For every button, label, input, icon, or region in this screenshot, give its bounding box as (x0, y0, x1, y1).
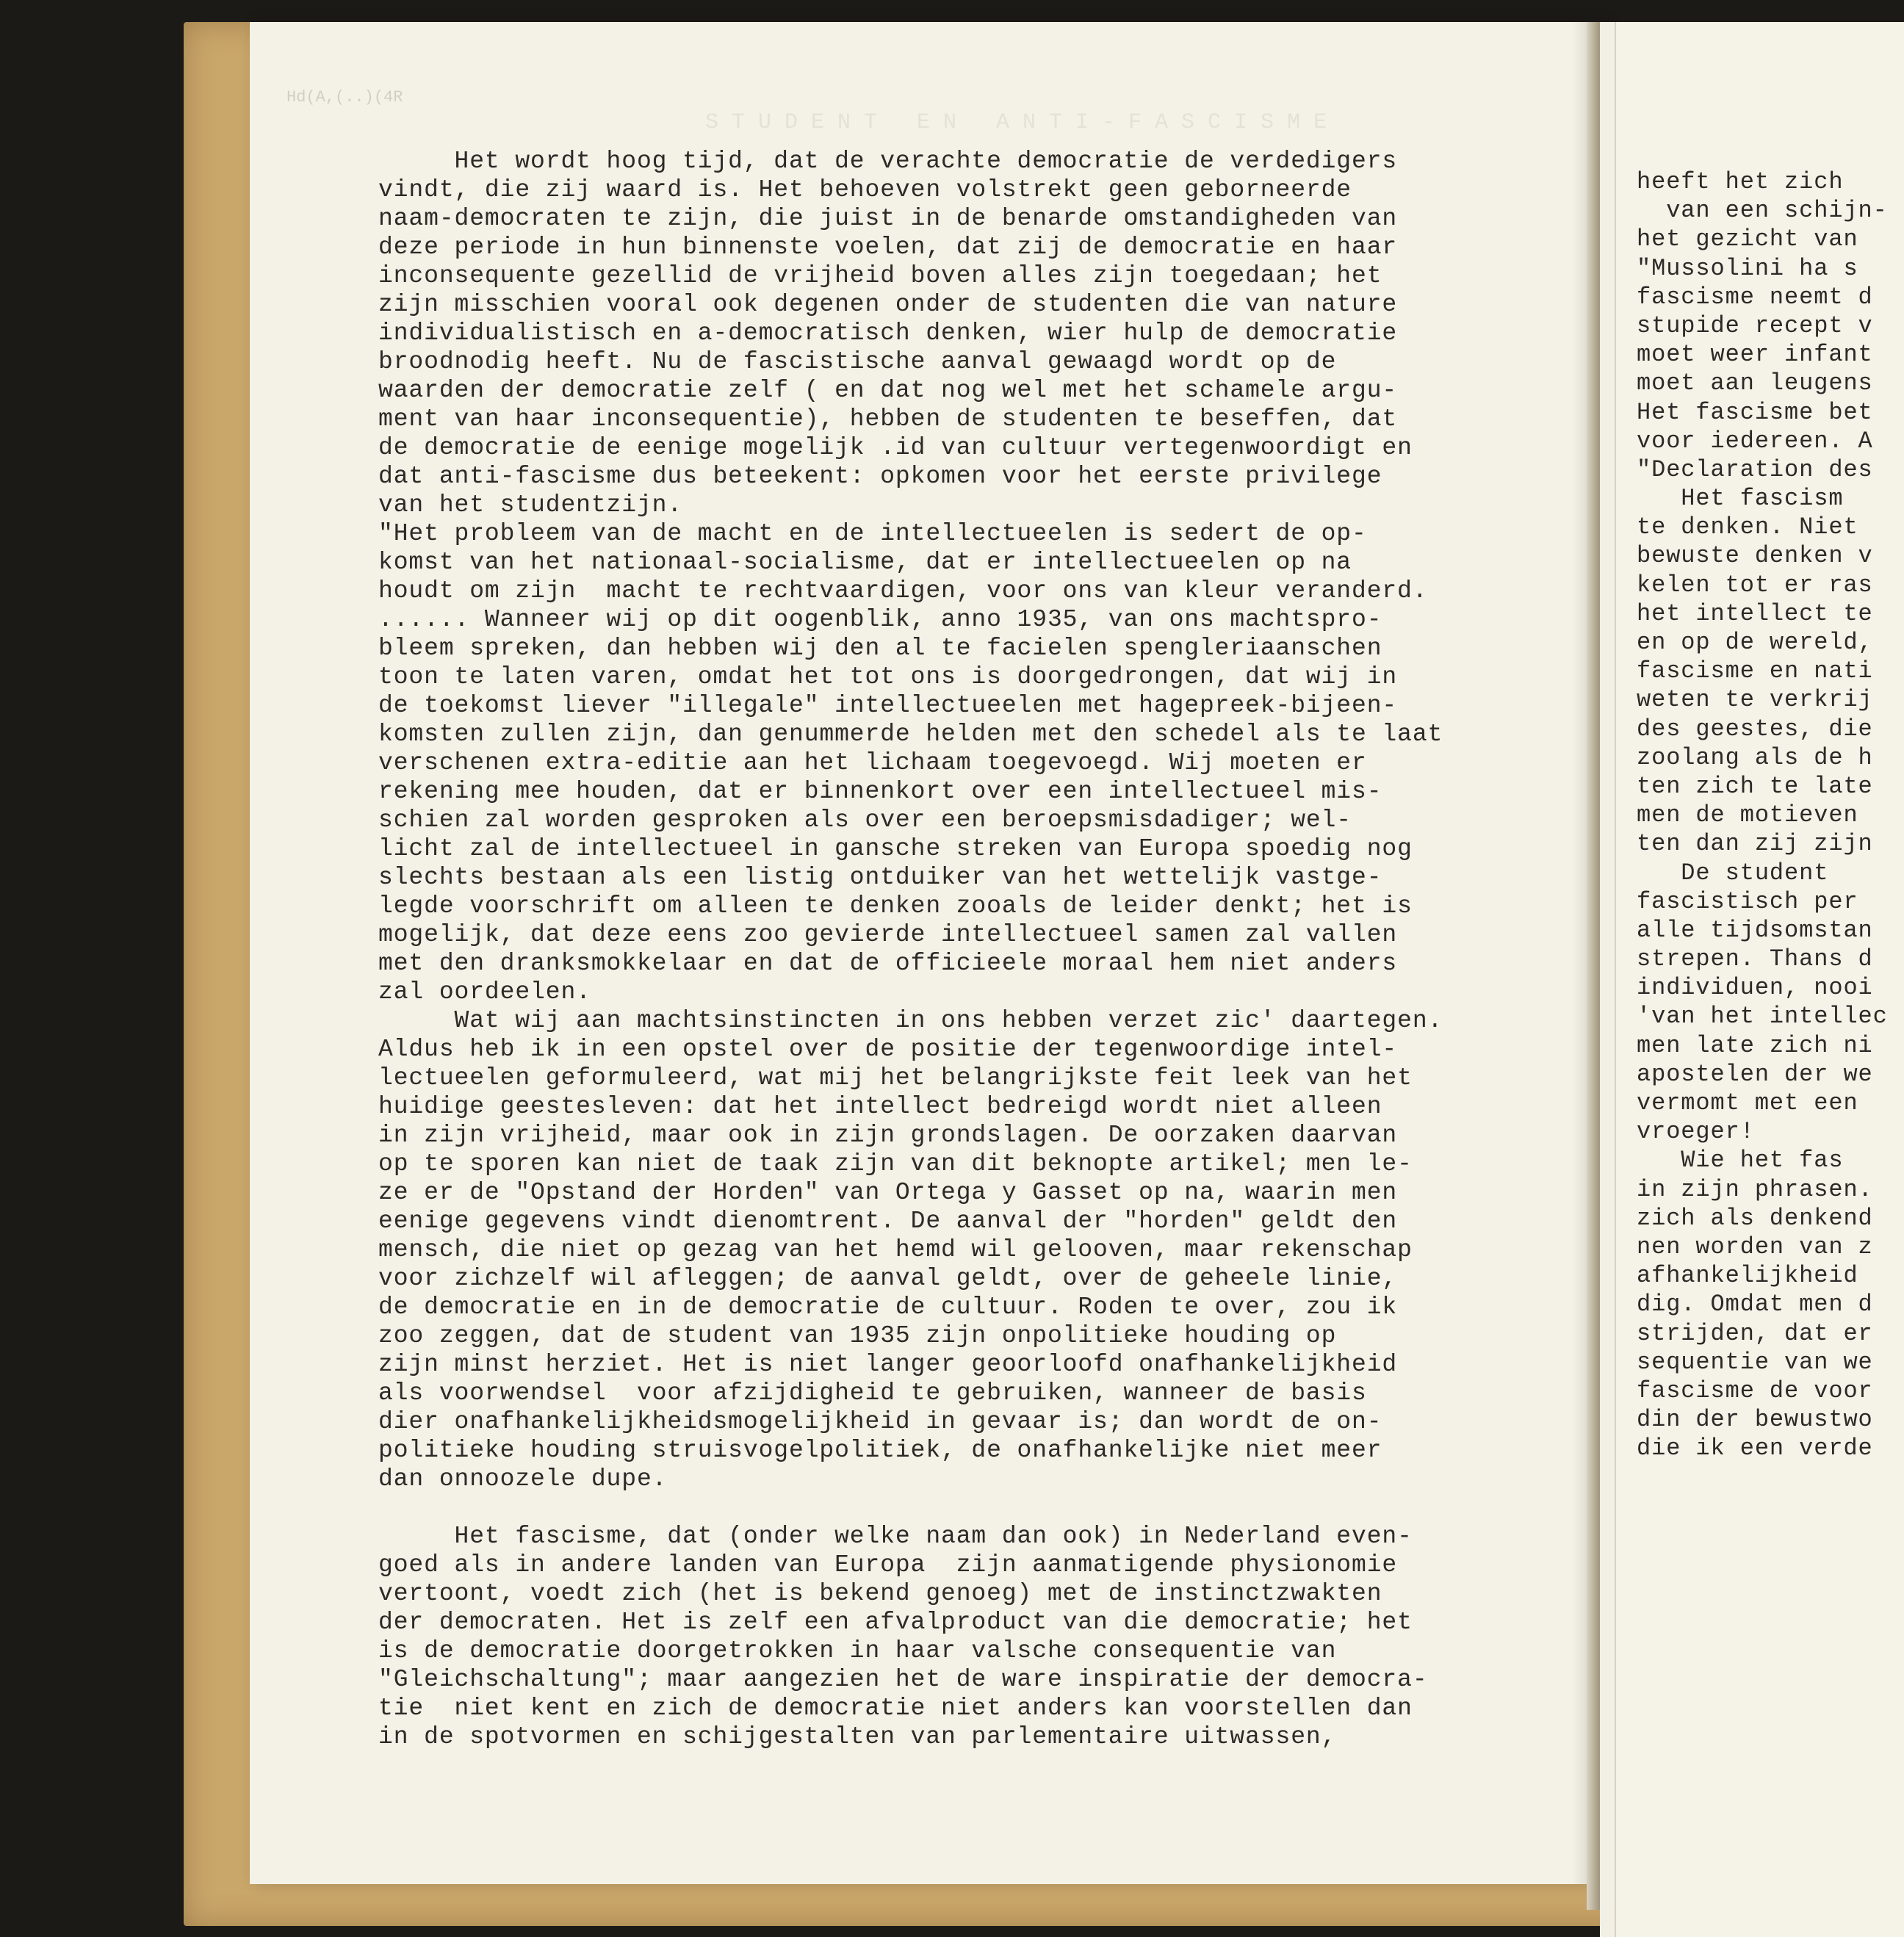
left-text-line: met den dranksmokkelaar en dat de officieele moraal hem niet anders (378, 950, 1398, 977)
right-text-line: "Mussolini ha s (1637, 254, 1858, 282)
left-text-line: komsten zullen zijn, dan genummerde helden met den schedel als te laat (378, 721, 1443, 748)
left-text-line: inconsequente gezellid de vrijheid boven alles zijn toegedaan; het (378, 262, 1382, 289)
left-text-line: licht zal de intellectueel in gansche streken van Europa spoedig nog (378, 835, 1413, 862)
right-text-line: en op de wereld, (1637, 629, 1873, 656)
left-text-line: toon te laten varen, omdat het tot ons is doorgedrongen, dat wij in (378, 663, 1398, 690)
left-text-line: Het wordt hoog tijd, dat de verachte democratie de verdedigers (378, 148, 1398, 175)
left-text-line: Wat wij aan machtsinstincten in ons hebben verzet zic' daartegen. (378, 1007, 1443, 1034)
left-text-line: ze er de "Opstand der Horden" van Ortega y Gasset op na, waarin men (378, 1179, 1398, 1206)
right-text-line: fascisme de voor (1637, 1377, 1873, 1404)
right-text-line: moet aan leugens (1637, 369, 1873, 397)
left-text-line: voor zichzelf wil afleggen; de aanval geldt, over de geheele linie, (378, 1265, 1398, 1292)
left-text-line: naam-democraten te zijn, die juist in de benarde omstandigheden van (378, 205, 1398, 232)
left-text-line: de democratie de eenige mogelijk .id van cultuur vertegenwoordigt en (378, 434, 1413, 461)
right-text-line: stupide recept v (1637, 311, 1873, 339)
left-text-line: Aldus heb ik in een opstel over de positie der tegenwoordige intel- (378, 1036, 1398, 1063)
left-text-line: waarden der democratie zelf ( en dat nog wel met het schamele argu- (378, 377, 1398, 404)
left-text-line: "Het probleem van de macht en de intellectueelen is sedert de op- (378, 520, 1367, 547)
right-text-line: De student (1637, 859, 1829, 887)
left-text-line: houdt om zijn macht te rechtvaardigen, voor ons van kleur veranderd. (378, 577, 1428, 605)
right-text-line: van een schijn- (1637, 197, 1888, 225)
left-text-line: deze periode in hun binnenste voelen, dat zij de democratie en haar (378, 234, 1398, 261)
left-text-line: mensch, die niet op gezag van het hemd wil gelooven, maar rekenschap (378, 1236, 1413, 1263)
right-text-line: strepen. Thans d (1637, 945, 1873, 973)
right-text-line: individuen, nooi (1637, 974, 1873, 1002)
right-text-line: sequentie van we (1637, 1348, 1873, 1376)
left-text-line (378, 1493, 1583, 1522)
left-text-line: huidige geestesleven: dat het intellect bedreigd wordt niet alleen (378, 1093, 1382, 1120)
left-text-line: lectueelen geformuleerd, wat mij het belangrijkste feit leek van het (378, 1064, 1413, 1092)
right-text-line: nen worden van z (1637, 1233, 1873, 1260)
left-text-line: schien zal worden gesproken als over een beroepsmisdadiger; wel- (378, 807, 1352, 834)
right-text-line: afhankelijkheid (1637, 1262, 1858, 1290)
right-text-line: die ik een verde (1637, 1435, 1873, 1462)
right-text-line: vroeger! (1637, 1118, 1755, 1146)
right-text-line: moet weer infant (1637, 341, 1873, 369)
right-text-line: het intellect te (1637, 599, 1873, 627)
left-text-line: slechts bestaan als een listig ontduiker van het wettelijk vastge- (378, 864, 1382, 891)
left-text-line: dan onnoozele dupe. (378, 1465, 668, 1493)
left-text-line: komst van het nationaal-socialisme, dat er intellectueelen op na (378, 549, 1352, 576)
left-text-line: de toekomst liever "illegale" intellectueelen met hagepreek-bijeen- (378, 692, 1398, 719)
right-text-line: heeft het zich (1637, 168, 1844, 195)
left-text-line: de democratie en in de democratie de cultuur. Roden te over, zou ik (378, 1294, 1398, 1321)
left-text-line: Het fascisme, dat (onder welke naam dan ook) in Nederland even- (378, 1523, 1413, 1550)
left-text-line: ...... Wanneer wij op dit oogenblik, anno 1935, van ons machtspro- (378, 606, 1382, 633)
right-text-line: kelen tot er ras (1637, 571, 1873, 599)
left-text-line: der democraten. Het is zelf een afvalproduct van die democratie; het (378, 1609, 1413, 1636)
right-text-line: men late zich ni (1637, 1031, 1873, 1059)
right-text-line: bewuste denken v (1637, 542, 1873, 570)
left-text-line: mogelijk, dat deze eens zoo gevierde intellectueel samen zal vallen (378, 921, 1398, 948)
left-text-line: verschenen extra-editie aan het lichaam toegevoegd. Wij moeten er (378, 749, 1367, 776)
left-text-line: op te sporen kan niet de taak zijn van dit beknopte artikel; men le- (378, 1150, 1413, 1177)
left-text-line: goed als in andere landen van Europa zijn aanmatigende physionomie (378, 1551, 1398, 1579)
left-text-line: vertoont, voedt zich (het is bekend genoeg) met de instinctzwakten (378, 1580, 1382, 1607)
right-text-line: het gezicht van (1637, 226, 1858, 253)
right-text-line: fascisme en nati (1637, 657, 1873, 685)
left-text-line: in de spotvormen en schijgestalten van parlementaire uitwassen, (378, 1723, 1337, 1750)
left-text-line: zal oordeelen. (378, 978, 591, 1006)
left-text-line: vindt, die zij waard is. Het behoeven volstrekt geen geborneerde (378, 176, 1352, 203)
right-text-line: fascistisch per (1637, 887, 1858, 915)
right-text-line: te denken. Niet (1637, 513, 1858, 541)
left-text-line: politieke houding struisvogelpolitiek, de onafhankelijke niet meer (378, 1437, 1382, 1464)
left-text-line: broodnodig heeft. Nu de fascistische aanval gewaagd wordt op de (378, 348, 1337, 375)
right-text-line: strijden, dat er (1637, 1319, 1873, 1347)
right-text-line: fascisme neemt d (1637, 283, 1873, 311)
right-text-line: in zijn phrasen. (1637, 1175, 1873, 1203)
left-text-line: van het studentzijn. (378, 491, 683, 519)
right-text-line: ten zich te late (1637, 772, 1873, 800)
left-text-line: zijn misschien vooral ook degenen onder de studenten die van nature (378, 291, 1398, 318)
right-text-line: Het fascisme bet (1637, 398, 1873, 426)
left-text-line: in zijn vrijheid, maar ook in zijn grondslagen. De oorzaken daarvan (378, 1122, 1398, 1149)
right-text-line: Wie het fas (1637, 1147, 1844, 1175)
right-text-line: zoolang als de h (1637, 743, 1873, 771)
faint-pencil-mark: Hd(A,(..)(4R (286, 88, 403, 107)
left-text-line: als voorwendsel voor afzijdigheid te gebruiken, wanneer de basis (378, 1379, 1367, 1407)
right-text-line: 'van het intellec (1637, 1003, 1888, 1031)
left-text-line: dier onafhankelijkheidsmogelijkheid in gevaar is; dan wordt de on- (378, 1408, 1382, 1435)
right-text-line: vermomt met een (1637, 1089, 1858, 1117)
left-text-line: bleem spreken, dan hebben wij den al te facielen spengleriaanschen (378, 635, 1382, 662)
left-text-line: tie niet kent en zich de democratie niet anders kan voorstellen dan (378, 1695, 1413, 1722)
right-text-line: men de motieven (1637, 801, 1858, 829)
right-text-line: voor iedereen. A (1637, 427, 1873, 455)
right-text-line: "Declaration des (1637, 455, 1873, 483)
left-text-line: eenige gegevens vindt dienomtrent. De aanval der "horden" geldt den (378, 1208, 1398, 1235)
right-text-line: Het fascism (1637, 485, 1844, 513)
left-text-line: zoo zeggen, dat de student van 1935 zijn onpolitieke houding op (378, 1322, 1337, 1349)
right-text-line: apostelen der we (1637, 1060, 1873, 1088)
right-text-line: ten dan zij zijn (1637, 830, 1873, 858)
left-text-line: legde voorschrift om alleen te denken zooals de leider denkt; het is (378, 892, 1413, 920)
faint-show-through-heading: STUDENT EN ANTI-FASCISME (705, 110, 1341, 135)
left-text-line: "Gleichschaltung"; maar aangezien het de ware inspiratie der democra- (378, 1666, 1428, 1693)
left-text-line: is de democratie doorgetrokken in haar valsche consequentie van (378, 1637, 1337, 1664)
right-text-line: alle tijdsomstan (1637, 916, 1873, 944)
right-page-typed-text (1637, 167, 1888, 1462)
right-text-line: weten te verkrij (1637, 686, 1873, 714)
left-text-line: zijn minst herziet. Het is niet langer geoorloofd onafhankelijkheid (378, 1351, 1398, 1378)
right-text-line: des geestes, die (1637, 715, 1873, 743)
left-text-line: rekening mee houden, dat er binnenkort over een intellectueel mis- (378, 778, 1382, 805)
left-text-line: individualistisch en a-democratisch denken, wier hulp de democratie (378, 320, 1398, 347)
left-text-line: dat anti-fascisme dus beteekent: opkomen voor het eerste privilege (378, 463, 1382, 490)
right-text-line: zich als denkend (1637, 1204, 1873, 1232)
right-text-line: dig. Omdat men d (1637, 1291, 1873, 1319)
right-text-line: din der bewustwo (1637, 1406, 1873, 1434)
left-page-typed-text (378, 147, 1583, 1751)
left-text-line: ment van haar inconsequentie), hebben de studenten te beseffen, dat (378, 405, 1398, 433)
